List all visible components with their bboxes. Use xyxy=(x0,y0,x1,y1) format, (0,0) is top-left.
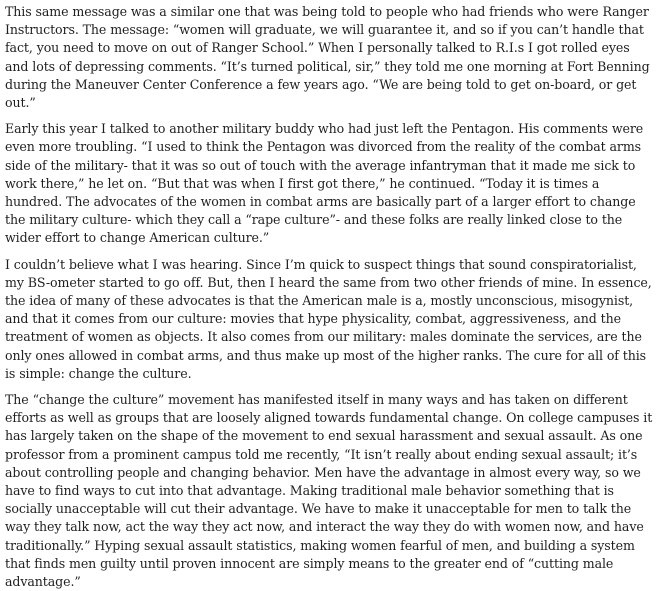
paragraph-2: Early this year I talked to another military buddy who had just left the Pentagon. His comments were even more troubling. “I used to think the Pentagon was divorced from the reality of the combat arms side of the military- that it was so out of touch with the average infantryman that it made me sick to work there,” he let on. “But that was when I first got there,” he continued. “Today it is times a hundred. The advocates of the women in combat arms are basically part of a larger effort to change the military culture- which they call a “rape culture”- and these folks are really linked close to the wider effort to change American culture.” xyxy=(5,121,644,246)
paragraph-1: This same message was a similar one that was being told to people who had friends who were Ranger Instructors. The message: “women will graduate, we will guarantee it, and so if you can’t handle that fact, you need to move on out of Ranger School.” When I personally talked to R.I.s I got rolled eyes and lots of depressing comments. “It’s turned political, sir,” they told me one morning at Fort Benning during the Maneuver Center Conference a few years ago. “We are being told to get on-board, or get out.” xyxy=(5,4,650,111)
paragraph-4: The “change the culture” movement has manifested itself in many ways and has taken on different efforts as well as groups that are loosely aligned towards fundamental change. On college campuses it has largely taken on the shape of the movement to end sexual harassment and sexual assault. As one professor from a prominent campus told me recently, “It isn’t really about ending sexual assault; it’s about controlling people and changing behavior. Men have the advantage in almost every way, so we have to find ways to cut into that advantage. Making traditional male behavior something that is socially unacceptable will cut their advantage. We have to make it unacceptable for men to talk the way they talk now, act the way they act now, and interact the way they do with women now, and have traditionally.” Hyping sexual assault statistics, making women fearful of men, and building a system that finds men guilty until proven innocent are simply means to the greater end of “cutting male advantage.” xyxy=(5,392,653,590)
paragraph-3: I couldn’t believe what I was hearing. Since I’m quick to suspect things that sound conspiratorialist, my BS-ometer started to go off. But, then I heard the same from two other friends of mine. In essence, the idea of many of these advocates is that the American male is a, mostly unconscious, misogynist, and that it comes from our culture: movies that hype physicality, combat, aggressiveness, and the treatment of women as objects. It also comes from our military: males dominate the services, are the only ones allowed in combat arms, and thus make up most of the higher ranks. The cure for all of this is simple: change the culture. xyxy=(5,256,652,381)
